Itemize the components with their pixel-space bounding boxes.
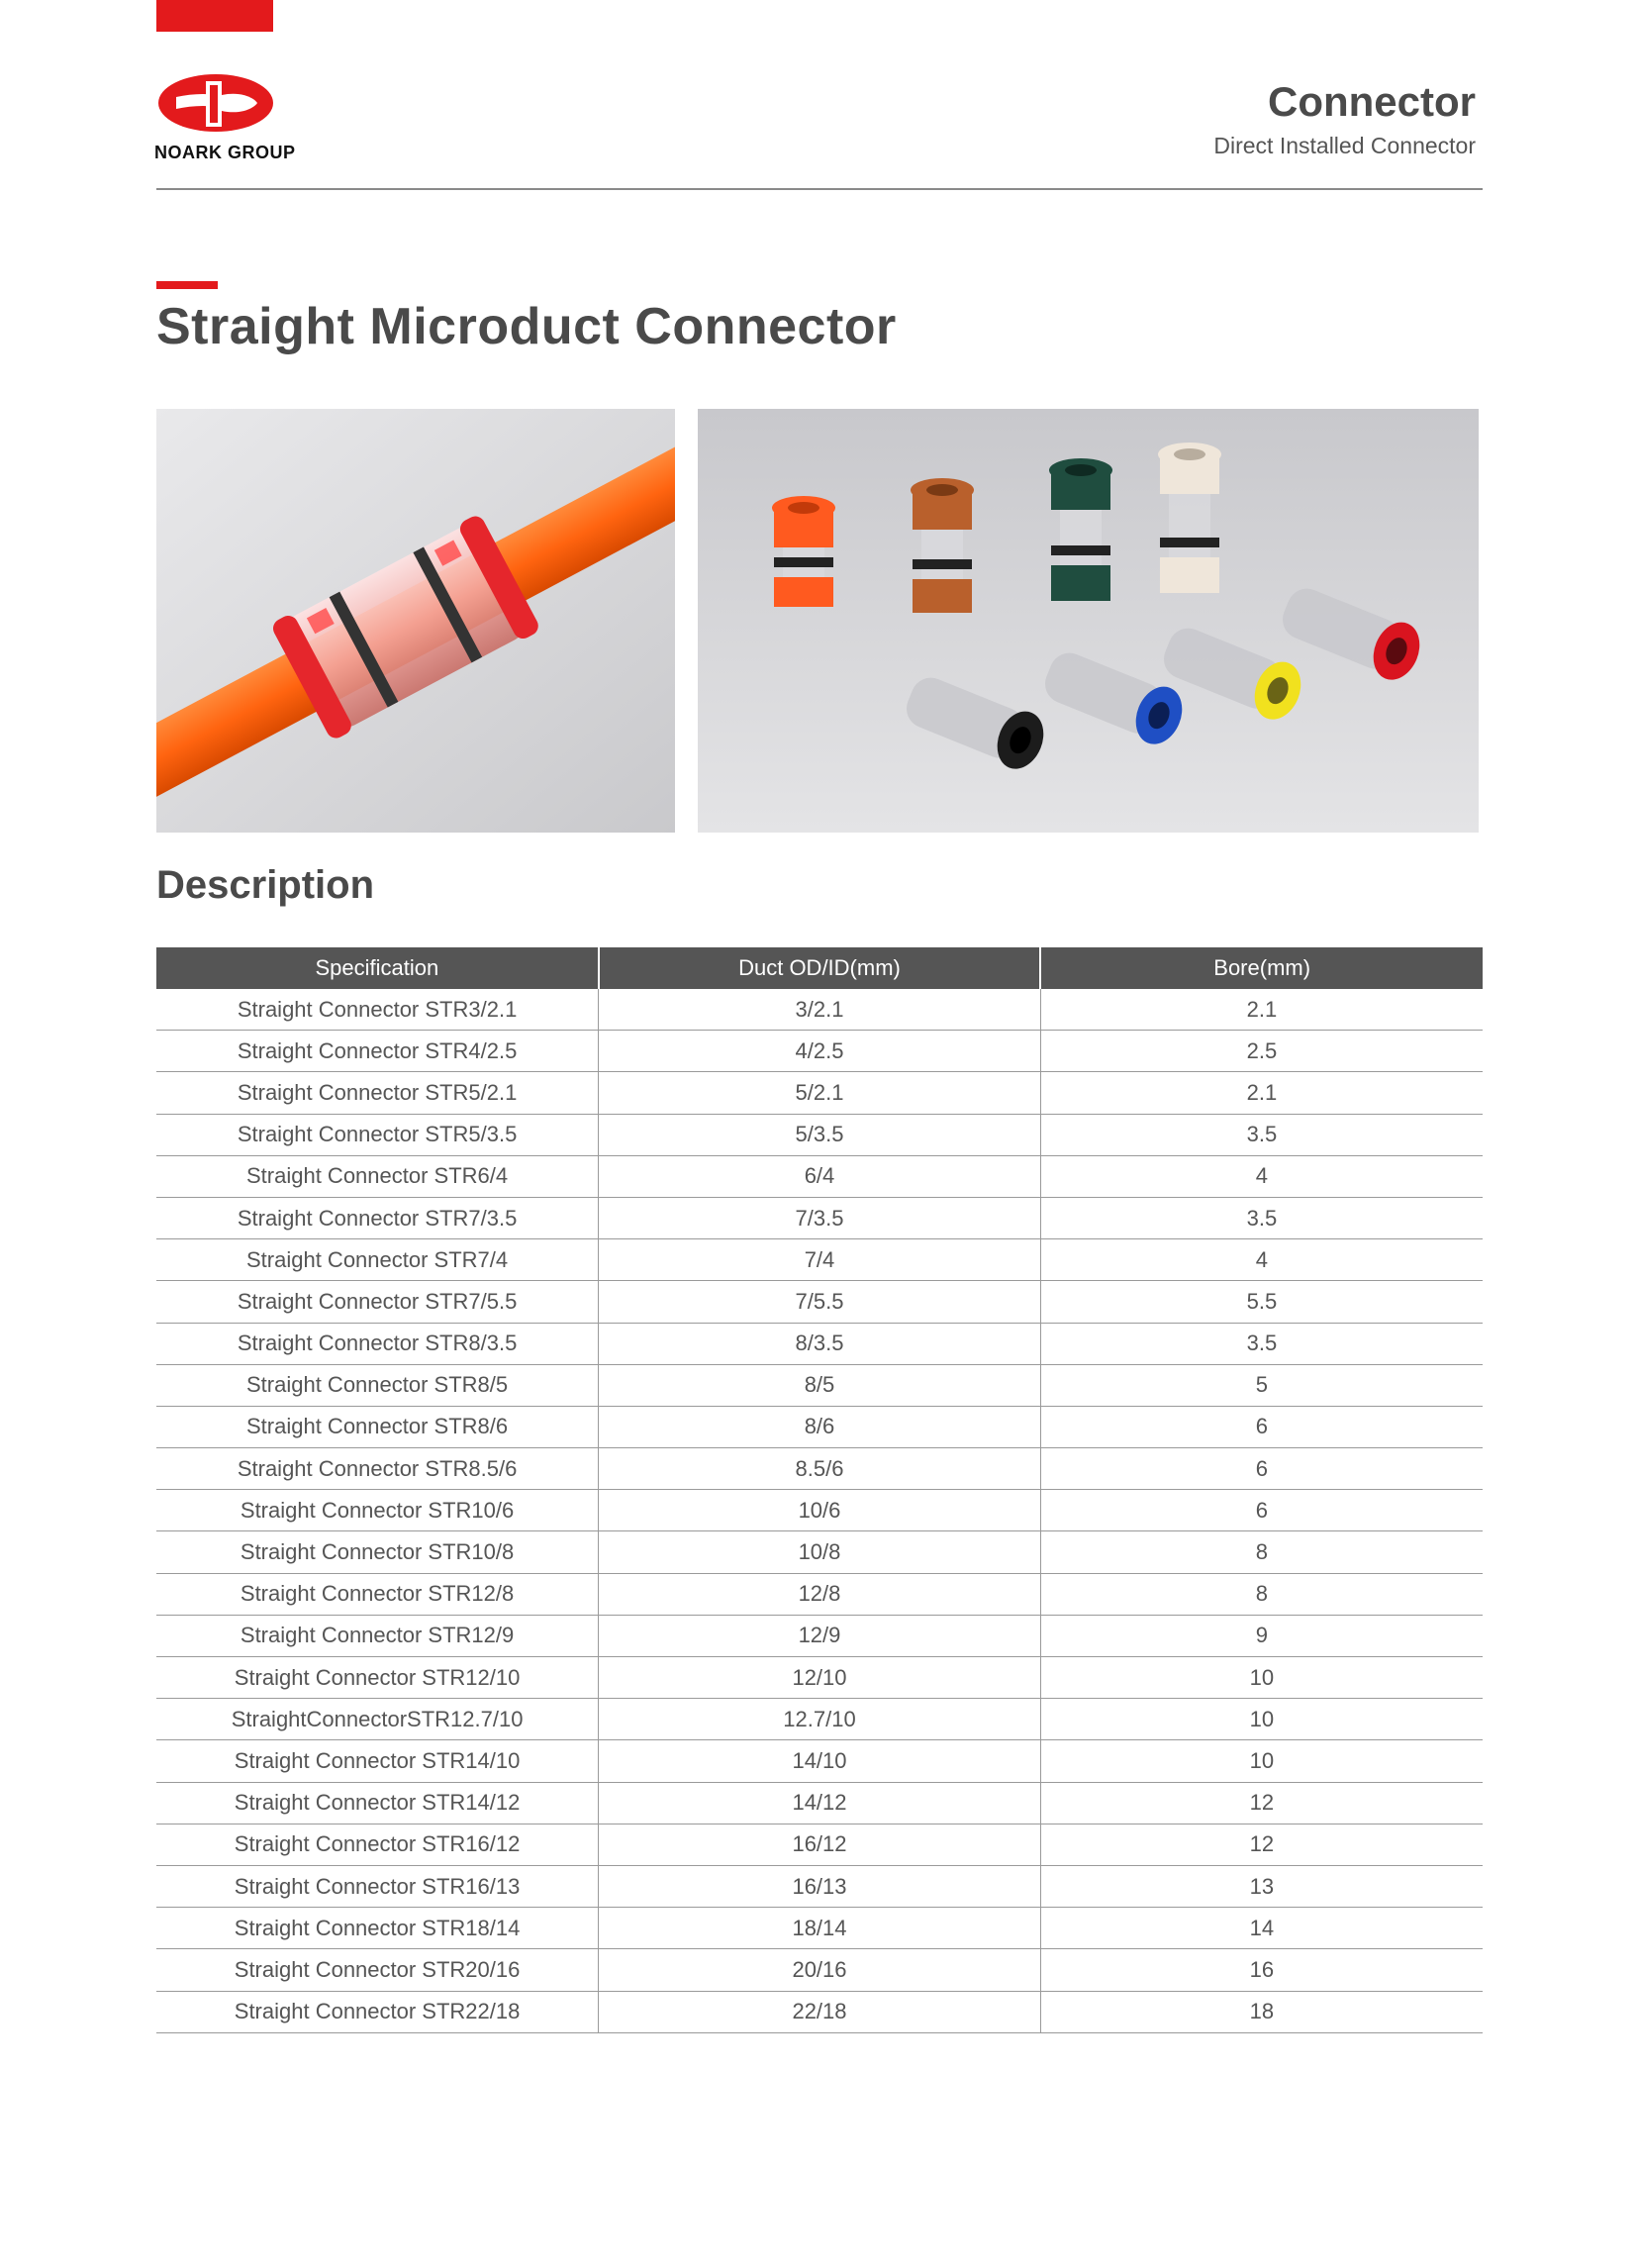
cell-bore: 8 [1040, 1531, 1483, 1573]
cell-duct-od-id: 18/14 [599, 1908, 1041, 1949]
cell-duct-od-id: 8/5 [599, 1364, 1041, 1406]
cell-specification: Straight Connector STR3/2.1 [156, 989, 599, 1031]
table-row [156, 1155, 1483, 1197]
title-accent-bar [156, 281, 218, 289]
cell-duct-od-id: 7/4 [599, 1239, 1041, 1281]
cell-duct-od-id: 8/6 [599, 1406, 1041, 1447]
cell-duct-od-id: 6/4 [599, 1155, 1041, 1197]
cell-bore: 4 [1040, 1239, 1483, 1281]
cell-duct-od-id: 8.5/6 [599, 1448, 1041, 1490]
cell-duct-od-id: 12.7/10 [599, 1699, 1041, 1740]
cell-duct-od-id: 7/3.5 [599, 1197, 1041, 1238]
cell-specification: Straight Connector STR6/4 [156, 1155, 599, 1197]
cell-bore: 6 [1040, 1406, 1483, 1447]
product-photo-assorted-connectors [698, 409, 1479, 833]
table-row [156, 1072, 1483, 1114]
cell-specification: Straight Connector STR16/13 [156, 1865, 599, 1907]
cell-bore: 16 [1040, 1949, 1483, 1991]
cell-duct-od-id: 20/16 [599, 1949, 1041, 1991]
cell-specification: Straight Connector STR12/10 [156, 1657, 599, 1699]
cell-bore: 3.5 [1040, 1197, 1483, 1238]
cell-duct-od-id: 5/2.1 [599, 1072, 1041, 1114]
table-row [156, 1740, 1483, 1782]
cell-specification: Straight Connector STR7/5.5 [156, 1281, 599, 1323]
table-row [156, 1657, 1483, 1699]
cell-bore: 10 [1040, 1740, 1483, 1782]
cell-specification: Straight Connector STR12/8 [156, 1573, 599, 1615]
cell-bore: 6 [1040, 1490, 1483, 1531]
cell-duct-od-id: 16/12 [599, 1824, 1041, 1865]
header-divider [156, 188, 1483, 190]
noark-logo-mark [154, 67, 283, 139]
cell-specification: Straight Connector STR8/3.5 [156, 1323, 599, 1364]
cell-specification: Straight Connector STR12/9 [156, 1615, 599, 1656]
cell-bore: 3.5 [1040, 1323, 1483, 1364]
cell-duct-od-id: 3/2.1 [599, 989, 1041, 1031]
col-bore: Bore(mm) [1040, 947, 1483, 989]
cell-duct-od-id: 12/9 [599, 1615, 1041, 1656]
cell-duct-od-id: 10/6 [599, 1490, 1041, 1531]
header-subtitle: Direct Installed Connector [1213, 133, 1476, 159]
cell-bore: 2.1 [1040, 989, 1483, 1031]
cell-specification: StraightConnectorSTR12.7/10 [156, 1699, 599, 1740]
col-duct-od-id: Duct OD/ID(mm) [599, 947, 1041, 989]
cell-specification: Straight Connector STR5/3.5 [156, 1114, 599, 1155]
table-row [156, 1991, 1483, 2032]
cell-bore: 6 [1040, 1448, 1483, 1490]
cell-specification: Straight Connector STR18/14 [156, 1908, 599, 1949]
cell-bore: 8 [1040, 1573, 1483, 1615]
table-row [156, 1323, 1483, 1364]
product-photo-orange-duct [156, 409, 675, 833]
cell-bore: 12 [1040, 1782, 1483, 1824]
cell-bore: 12 [1040, 1824, 1483, 1865]
cell-duct-od-id: 12/8 [599, 1573, 1041, 1615]
table-row [156, 1239, 1483, 1281]
noark-logo [154, 67, 313, 166]
cell-specification: Straight Connector STR14/12 [156, 1782, 599, 1824]
header-block [1213, 79, 1476, 159]
cell-bore: 13 [1040, 1865, 1483, 1907]
cell-specification: Straight Connector STR10/8 [156, 1531, 599, 1573]
cell-specification: Straight Connector STR20/16 [156, 1949, 599, 1991]
spec-table [156, 947, 1483, 2033]
cell-specification: Straight Connector STR8/5 [156, 1364, 599, 1406]
table-header-row [156, 947, 1483, 989]
table-row [156, 1573, 1483, 1615]
cell-specification: Straight Connector STR4/2.5 [156, 1031, 599, 1072]
cell-specification: Straight Connector STR22/18 [156, 1991, 599, 2032]
table-row [156, 1490, 1483, 1531]
table-row [156, 1699, 1483, 1740]
cell-specification: Straight Connector STR8/6 [156, 1406, 599, 1447]
cell-specification: Straight Connector STR14/10 [156, 1740, 599, 1782]
cell-duct-od-id: 5/3.5 [599, 1114, 1041, 1155]
cell-duct-od-id: 10/8 [599, 1531, 1041, 1573]
cell-bore: 5.5 [1040, 1281, 1483, 1323]
cell-duct-od-id: 4/2.5 [599, 1031, 1041, 1072]
table-row [156, 1197, 1483, 1238]
table-row [156, 1114, 1483, 1155]
cell-bore: 4 [1040, 1155, 1483, 1197]
cell-duct-od-id: 7/5.5 [599, 1281, 1041, 1323]
table-row [156, 1531, 1483, 1573]
cell-duct-od-id: 14/12 [599, 1782, 1041, 1824]
page-title: Straight Microduct Connector [156, 298, 897, 355]
table-row [156, 1281, 1483, 1323]
cell-specification: Straight Connector STR8.5/6 [156, 1448, 599, 1490]
header-title: Connector [1268, 78, 1476, 125]
table-row [156, 1949, 1483, 1991]
cell-bore: 2.5 [1040, 1031, 1483, 1072]
table-row [156, 1824, 1483, 1865]
cell-bore: 10 [1040, 1657, 1483, 1699]
cell-duct-od-id: 22/18 [599, 1991, 1041, 2032]
table-row [156, 1364, 1483, 1406]
table-row [156, 1782, 1483, 1824]
brand-name: NOARK GROUP [154, 143, 296, 162]
cell-duct-od-id: 14/10 [599, 1740, 1041, 1782]
cell-specification: Straight Connector STR7/3.5 [156, 1197, 599, 1238]
cell-bore: 18 [1040, 1991, 1483, 2032]
description-heading: Description [156, 863, 375, 907]
cell-bore: 3.5 [1040, 1114, 1483, 1155]
table-row [156, 989, 1483, 1031]
table-row [156, 1615, 1483, 1656]
table-row [156, 1031, 1483, 1072]
cell-specification: Straight Connector STR5/2.1 [156, 1072, 599, 1114]
cell-duct-od-id: 8/3.5 [599, 1323, 1041, 1364]
cell-bore: 10 [1040, 1699, 1483, 1740]
table-row [156, 1448, 1483, 1490]
cell-bore: 2.1 [1040, 1072, 1483, 1114]
cell-specification: Straight Connector STR10/6 [156, 1490, 599, 1531]
table-row [156, 1865, 1483, 1907]
cell-bore: 5 [1040, 1364, 1483, 1406]
cell-bore: 14 [1040, 1908, 1483, 1949]
cell-bore: 9 [1040, 1615, 1483, 1656]
table-row [156, 1406, 1483, 1447]
cell-specification: Straight Connector STR7/4 [156, 1239, 599, 1281]
col-specification: Specification [156, 947, 599, 989]
table-row [156, 1908, 1483, 1949]
cell-duct-od-id: 12/10 [599, 1657, 1041, 1699]
cell-duct-od-id: 16/13 [599, 1865, 1041, 1907]
cell-specification: Straight Connector STR16/12 [156, 1824, 599, 1865]
top-accent-bar [156, 0, 273, 32]
